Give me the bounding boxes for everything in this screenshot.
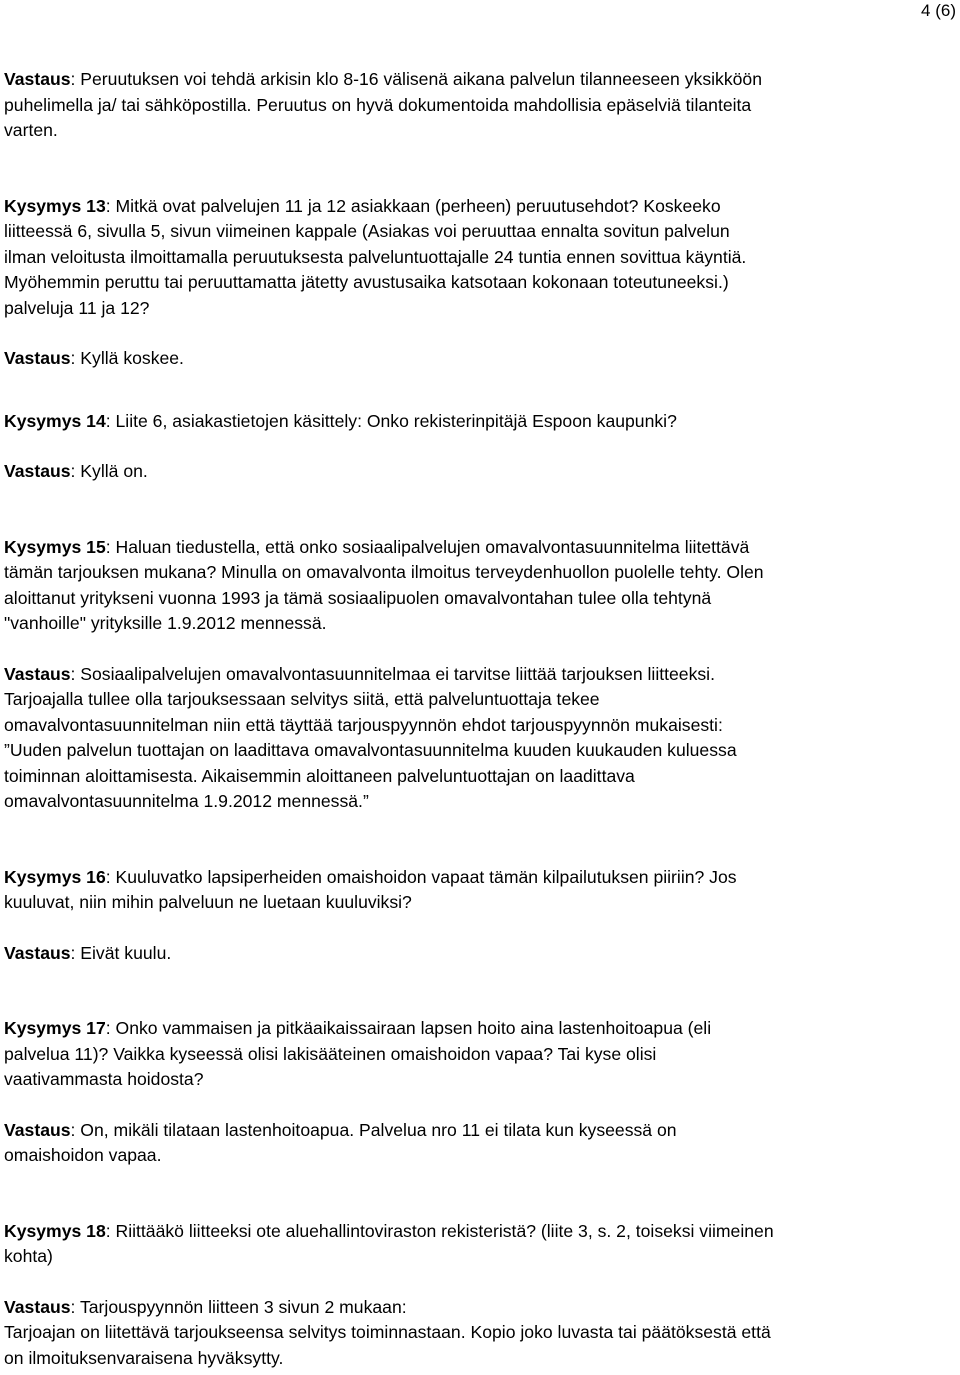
block-line: toiminnan aloittamisesta. Aikaisemmin aloittaneen palveluntuottajan on laadittava bbox=[4, 765, 635, 786]
question-label: Kysymys 17 bbox=[4, 1018, 106, 1038]
answer-13 bbox=[4, 346, 956, 372]
question-label: Kysymys 14 bbox=[4, 410, 106, 431]
block-line: varten. bbox=[4, 120, 58, 140]
document-body bbox=[4, 67, 956, 1371]
page-number: 4 (6) bbox=[921, 1, 956, 20]
block-line: "vanhoille" yrityksille 1.9.2012 mennessä. bbox=[4, 613, 327, 633]
block-line: liitteessä 6, sivulla 5, sivun viimeinen kappale (Asiakas voi peruuttaa ennalta sovitun palvelun bbox=[4, 221, 730, 241]
block-text: : Kuuluvatko lapsiperheiden omaishoidon vapaat tämän kilpailutuksen piiriin? Jos bbox=[105, 866, 737, 887]
block-text: : Kyllä koskee. bbox=[70, 348, 184, 368]
question-18 bbox=[4, 1219, 956, 1270]
answer-label: Vastaus bbox=[4, 663, 71, 684]
block-text: : Sosiaalipalvelujen omavalvontasuunnitelmaa ei tarvitse liittää tarjouksen liitteeksi. bbox=[70, 663, 715, 684]
answer-12 bbox=[4, 67, 956, 144]
question-13 bbox=[4, 194, 956, 322]
question-label: Kysymys 16 bbox=[4, 866, 106, 887]
answer-label: Vastaus bbox=[4, 1119, 71, 1140]
question-label: Kysymys 13 bbox=[4, 195, 106, 216]
block-text: : Liite 6, asiakastietojen käsittely: Onko rekisterinpitäjä Espoon kaupunki? bbox=[105, 410, 677, 431]
block-text: : Mitkä ovat palvelujen 11 ja 12 asiakkaan (perheen) peruutusehdot? Koskeeko bbox=[105, 195, 721, 216]
block-text: : Kyllä on. bbox=[70, 461, 148, 481]
block-text: : Riittääkö liitteeksi ote aluehallintoviraston rekisteristä? (liite 3, s. 2, toiseksi viimeinen bbox=[105, 1220, 774, 1241]
block-line: aloittanut yritykseni vuonna 1993 ja tämä sosiaalipuolen omavalvontahan tulee olla tehtynä bbox=[4, 587, 712, 608]
block-line: tämän tarjouksen mukana? Minulla on omavalvonta ilmoitus terveydenhuollon puolelle tehty. Olen bbox=[4, 562, 764, 582]
block-line: on ilmoituksenvaraisena hyväksytty. bbox=[4, 1347, 284, 1368]
block-line: omaishoidon vapaa. bbox=[4, 1145, 162, 1165]
answer-15 bbox=[4, 662, 956, 815]
block-line: palvelua 11)? Vaikka kyseessä olisi lakisääteinen omaishoidon vapaa? Tai kyse olisi bbox=[4, 1043, 657, 1064]
block-line: kuuluvat, niin mihin palveluun ne luetaan kuuluviksi? bbox=[4, 892, 412, 912]
question-label: Kysymys 18 bbox=[4, 1220, 106, 1241]
block-line: ”Uuden palvelun tuottajan on laadittava omavalvontasuunnitelma kuuden kuukauden kuluessa bbox=[4, 740, 737, 760]
block-text: : Onko vammaisen ja pitkäaikaissairaan lapsen hoito aina lastenhoitoapua (eli bbox=[105, 1018, 712, 1038]
block-text: : Tarjouspyynnön liitteen 3 sivun 2 mukaan: bbox=[70, 1296, 407, 1317]
question-15 bbox=[4, 535, 956, 637]
block-line: Myöhemmin peruttu tai peruuttamatta jätetty avustusaika katsotaan kokonaan toteutuneeksi.) bbox=[4, 272, 729, 292]
block-text: : Eivät kuulu. bbox=[70, 942, 172, 963]
answer-label: Vastaus bbox=[4, 348, 71, 368]
block-line: Tarjoajan on liitettävä tarjoukseensa selvitys toiminnastaan. Kopio joko luvasta tai päätöksestä että bbox=[4, 1322, 771, 1342]
question-17 bbox=[4, 1016, 956, 1093]
block-text: : Haluan tiedustella, että onko sosiaalipalvelujen omavalvontasuunnitelma liitettävä bbox=[105, 536, 750, 557]
block-line: vaativammasta hoidosta? bbox=[4, 1069, 204, 1089]
answer-label: Vastaus bbox=[4, 69, 71, 89]
block-text: : On, mikäli tilataan lastenhoitoapua. Palvelua nro 11 ei tilata kun kyseessä on bbox=[70, 1119, 677, 1140]
question-14 bbox=[4, 409, 956, 435]
block-line: omavalvontasuunnitelman niin että täyttää tarjouspyynnön ehdot tarjouspyynnön mukaisesti: bbox=[4, 714, 723, 735]
block-line: ilman veloitusta ilmoittamalla peruutuksesta palveluntuottajalle 24 tuntia ennen sovittua käyntiä. bbox=[4, 246, 747, 267]
block-line: omavalvontasuunnitelma 1.9.2012 mennessä.” bbox=[4, 791, 369, 811]
block-line: puhelimella ja/ tai sähköpostilla. Peruutus on hyvä dokumentoida mahdollisia epäselviä tilanteita bbox=[4, 94, 752, 115]
answer-14 bbox=[4, 459, 956, 485]
answer-label: Vastaus bbox=[4, 1296, 71, 1317]
answer-18 bbox=[4, 1295, 956, 1372]
block-text: : Peruutuksen voi tehdä arkisin klo 8-16 välisenä aikana palvelun tilanneeseen yksikköön bbox=[70, 69, 762, 89]
answer-16 bbox=[4, 941, 956, 967]
block-line: Tarjoajalla tullee olla tarjouksessaan selvitys siitä, että palveluntuottaja tekee bbox=[4, 689, 600, 709]
block-line: kohta) bbox=[4, 1246, 53, 1266]
question-16 bbox=[4, 865, 956, 916]
block-line: palveluja 11 ja 12? bbox=[4, 297, 150, 318]
answer-label: Vastaus bbox=[4, 461, 71, 481]
answer-label: Vastaus bbox=[4, 942, 71, 963]
answer-17 bbox=[4, 1118, 956, 1169]
question-label: Kysymys 15 bbox=[4, 536, 106, 557]
